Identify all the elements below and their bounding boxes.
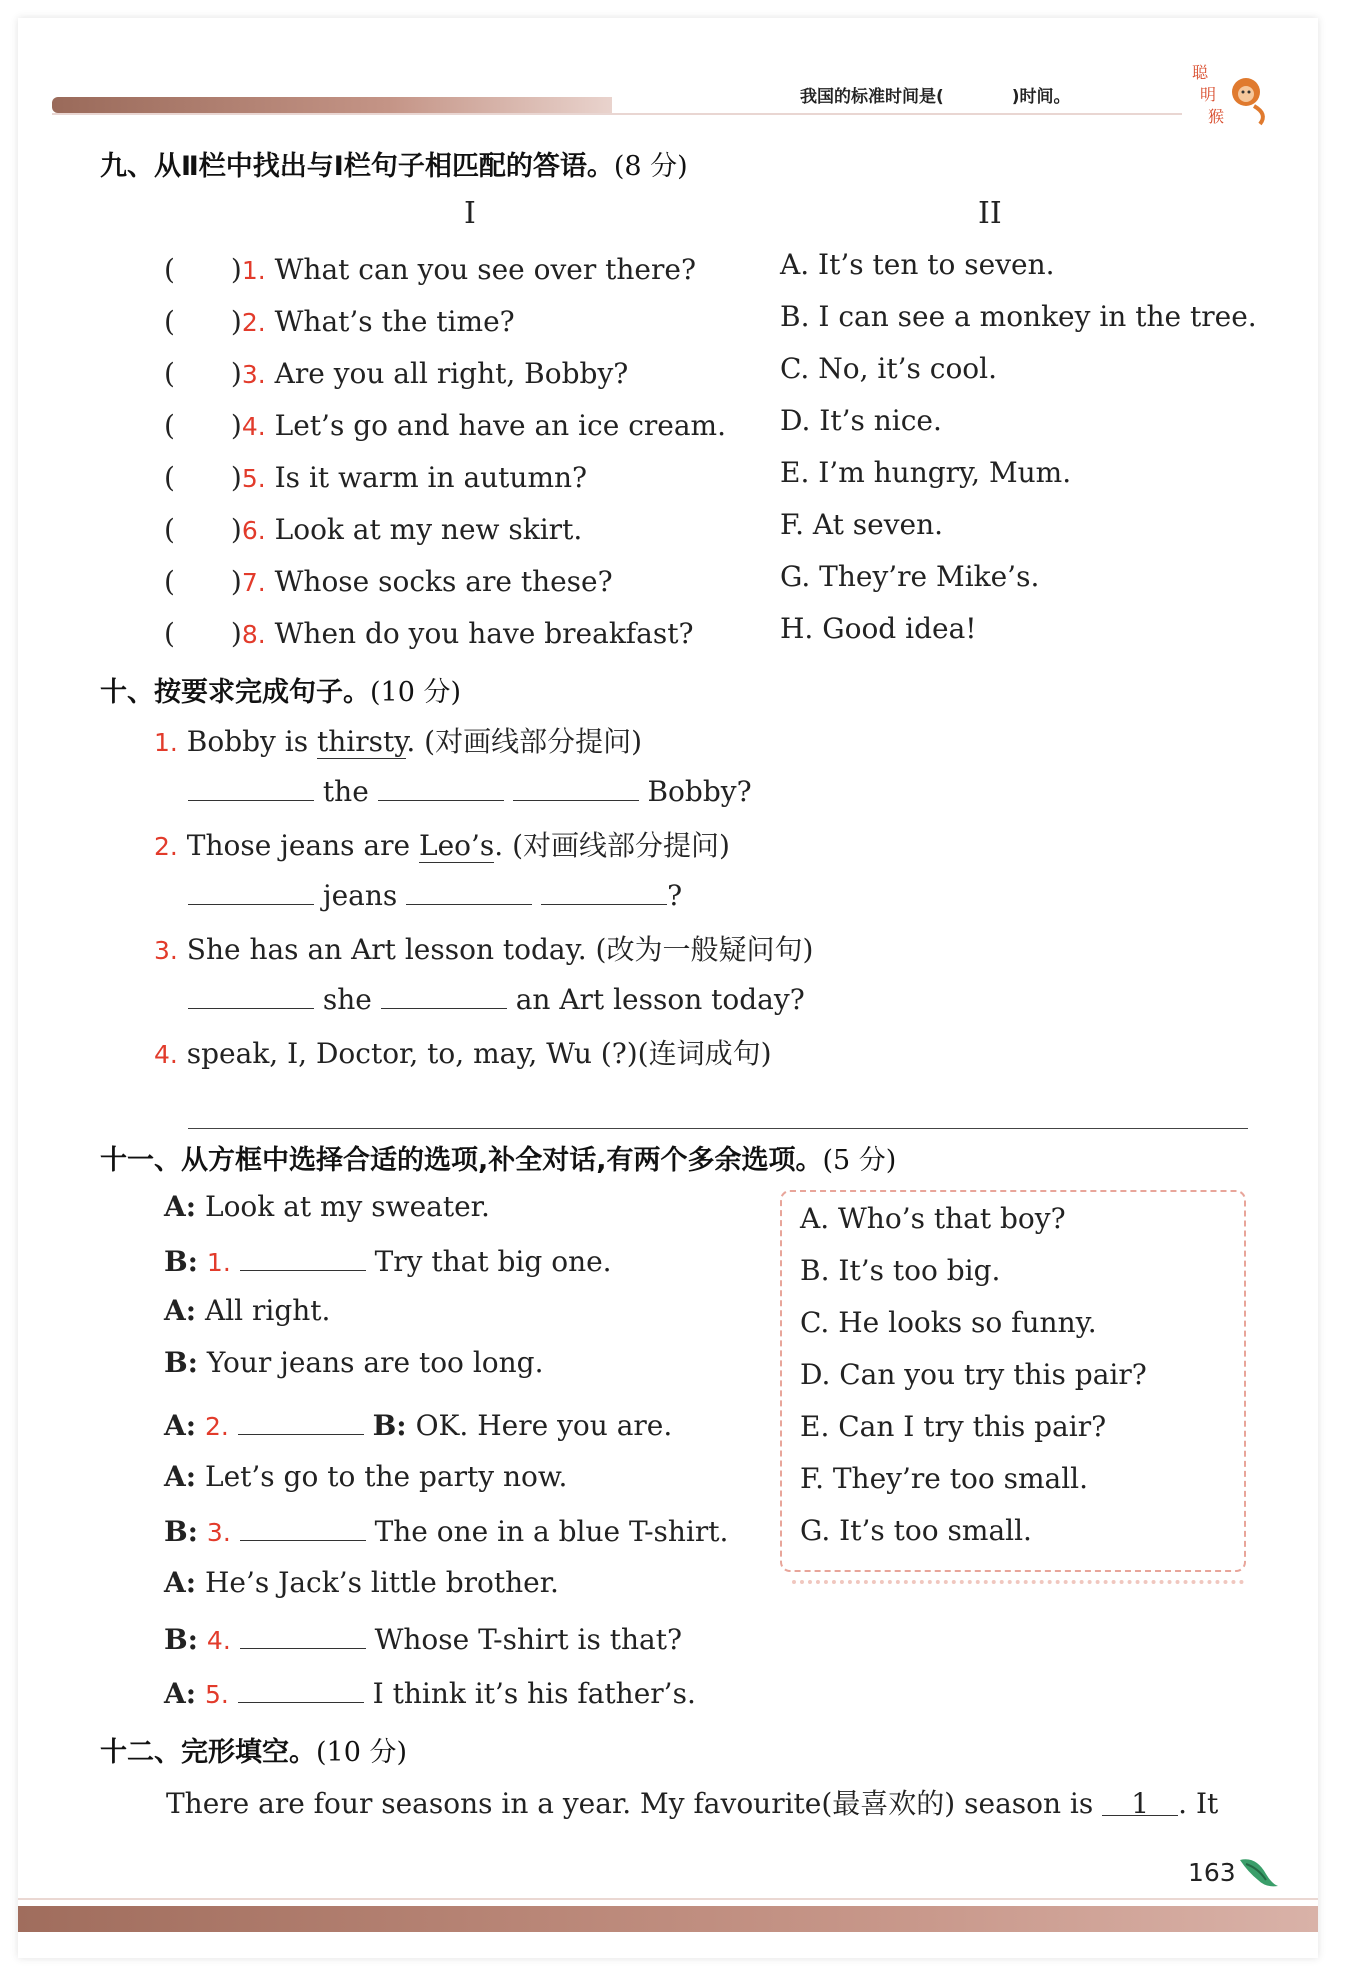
blank-input[interactable] (238, 1674, 364, 1703)
blank-input[interactable] (188, 772, 314, 801)
mascot-text-3: 猴 (1208, 107, 1225, 126)
dialogue-line: A: All right. (164, 1294, 331, 1327)
question-text: Are you all right, Bobby? (274, 357, 629, 390)
question-number: 5. (241, 464, 266, 493)
question-row (164, 404, 726, 444)
answer-option: E. I’m hungry, Mum. (780, 456, 1072, 489)
blank-input[interactable] (378, 772, 504, 801)
dialogue-line: B: 4. Whose T-shirt is that? (164, 1620, 682, 1656)
s10-q3-answer: she an Art lesson today? (188, 980, 805, 1016)
answer-paren[interactable]: ( ) (164, 305, 242, 338)
question-text: Let’s go and have an ice cream. (274, 409, 726, 442)
dialogue-line: A: Let’s go to the party now. (164, 1460, 568, 1493)
question-text: Look at my new skirt. (274, 513, 583, 546)
s10-q3: 3. She has an Art lesson today. (改为一般疑问句) (154, 933, 814, 966)
blank-input[interactable] (188, 876, 314, 905)
blank-input[interactable] (381, 980, 507, 1009)
col2-heading: II (978, 196, 1002, 231)
option-item: G. It’s too small. (800, 1514, 1032, 1547)
answer-line[interactable] (188, 1128, 1248, 1129)
answer-paren[interactable]: ( ) (164, 617, 242, 650)
answer-option: G. They’re Mike’s. (780, 560, 1040, 593)
question-row (164, 560, 613, 600)
blank-input[interactable] (240, 1512, 366, 1541)
underlined-word: Leo’s (418, 829, 495, 862)
question-number: 2. (241, 308, 266, 337)
question-row (164, 508, 582, 548)
blank-input[interactable] (188, 980, 314, 1009)
dialogue-line: A: 2. B: OK. Here you are. (164, 1406, 672, 1442)
question-row (164, 612, 693, 652)
answer-paren[interactable]: ( ) (164, 513, 242, 546)
header-bar (52, 97, 612, 113)
answer-paren[interactable]: ( ) (164, 565, 242, 598)
question-number: 4. (241, 412, 266, 441)
s10-q2-answer: jeans ? (188, 876, 682, 912)
mascot-text-2: 明 (1200, 85, 1217, 104)
dialogue-line: B: 1. Try that big one. (164, 1242, 612, 1278)
answer-option: D. It’s nice. (780, 404, 942, 437)
question-row (164, 248, 696, 288)
question-number: 7. (241, 568, 266, 597)
option-item: C. He looks so funny. (800, 1306, 1097, 1339)
monkey-mascot-icon (1188, 56, 1272, 128)
question-number: 1. (241, 256, 266, 285)
answer-option: C. No, it’s cool. (780, 352, 998, 385)
blank-input[interactable] (240, 1242, 366, 1271)
option-item: F. They’re too small. (800, 1462, 1089, 1495)
section12-title: 十二、完形填空。(10 分) (100, 1737, 408, 1768)
options-box-shadow (792, 1574, 1244, 1584)
dialogue-line: A: 5. I think it’s his father’s. (164, 1674, 696, 1710)
s10-q2: 2. Those jeans are Leo’s. (对画线部分提问) (154, 829, 730, 862)
mascot-text-1: 聪 (1192, 63, 1209, 82)
dialogue-line: A: He’s Jack’s little brother. (164, 1566, 559, 1599)
bird-icon (1236, 1852, 1280, 1892)
answer-paren[interactable]: ( ) (164, 253, 242, 286)
option-item: E. Can I try this pair? (800, 1410, 1107, 1443)
answer-paren[interactable]: ( ) (164, 409, 242, 442)
answer-option: B. I can see a monkey in the tree. (780, 300, 1257, 333)
page-number: 163 (1188, 1858, 1236, 1887)
question-row (164, 456, 587, 496)
blank-input[interactable] (238, 1406, 364, 1435)
question-text: Whose socks are these? (274, 565, 613, 598)
question-row (164, 352, 628, 392)
blank-input[interactable] (513, 772, 639, 801)
section11-title: 十一、从方框中选择合适的选项,补全对话,有两个多余选项。(5 分) (100, 1145, 897, 1176)
s10-q4: 4. speak, I, Doctor, to, may, Wu (?)(连词成句) (154, 1037, 772, 1070)
answer-paren[interactable]: ( ) (164, 357, 242, 390)
cloze-blank[interactable]: 1 (1102, 1787, 1178, 1816)
answer-option: A. It’s ten to seven. (780, 248, 1055, 281)
option-item: B. It’s too big. (800, 1254, 1001, 1287)
dialogue-line: B: 3. The one in a blue T-shirt. (164, 1512, 728, 1548)
question-number: 3. (241, 360, 266, 389)
footer-line (18, 1898, 1318, 1900)
question-text: What can you see over there? (274, 253, 696, 286)
s10-q1-answer: the Bobby? (188, 772, 752, 808)
section10-title: 十、按要求完成句子。(10 分) (100, 677, 462, 708)
question-text: What’s the time? (274, 305, 515, 338)
cloze-text: There are four seasons in a year. My favourite(最喜欢的) season is 1 . It (166, 1787, 1219, 1820)
section9-title: 九、从Ⅱ栏中找出与Ⅰ栏句子相匹配的答语。(8 分) (100, 151, 688, 182)
blank-input[interactable] (240, 1620, 366, 1649)
question-number: 6. (241, 516, 266, 545)
answer-paren[interactable]: ( ) (164, 461, 242, 494)
option-item: D. Can you try this pair? (800, 1358, 1147, 1391)
question-text: Is it warm in autumn? (274, 461, 588, 494)
question-text: When do you have breakfast? (274, 617, 694, 650)
s10-q1: 1. Bobby is thirsty. (对画线部分提问) (154, 725, 643, 758)
header-tip: 我国的标准时间是( )时间。 (800, 87, 1071, 107)
header-line (52, 113, 1182, 115)
underlined-word: thirsty (317, 725, 407, 758)
answer-option: H. Good idea! (780, 612, 977, 645)
footer-bar (18, 1906, 1318, 1932)
dialogue-line: A: Look at my sweater. (164, 1190, 490, 1223)
option-item: A. Who’s that boy? (800, 1202, 1066, 1235)
dialogue-line: B: Your jeans are too long. (164, 1346, 544, 1379)
question-number: 8. (241, 620, 266, 649)
col1-heading: I (464, 196, 476, 231)
blank-input[interactable] (406, 876, 532, 905)
blank-input[interactable] (541, 876, 667, 905)
answer-option: F. At seven. (780, 508, 944, 541)
question-row (164, 300, 515, 340)
